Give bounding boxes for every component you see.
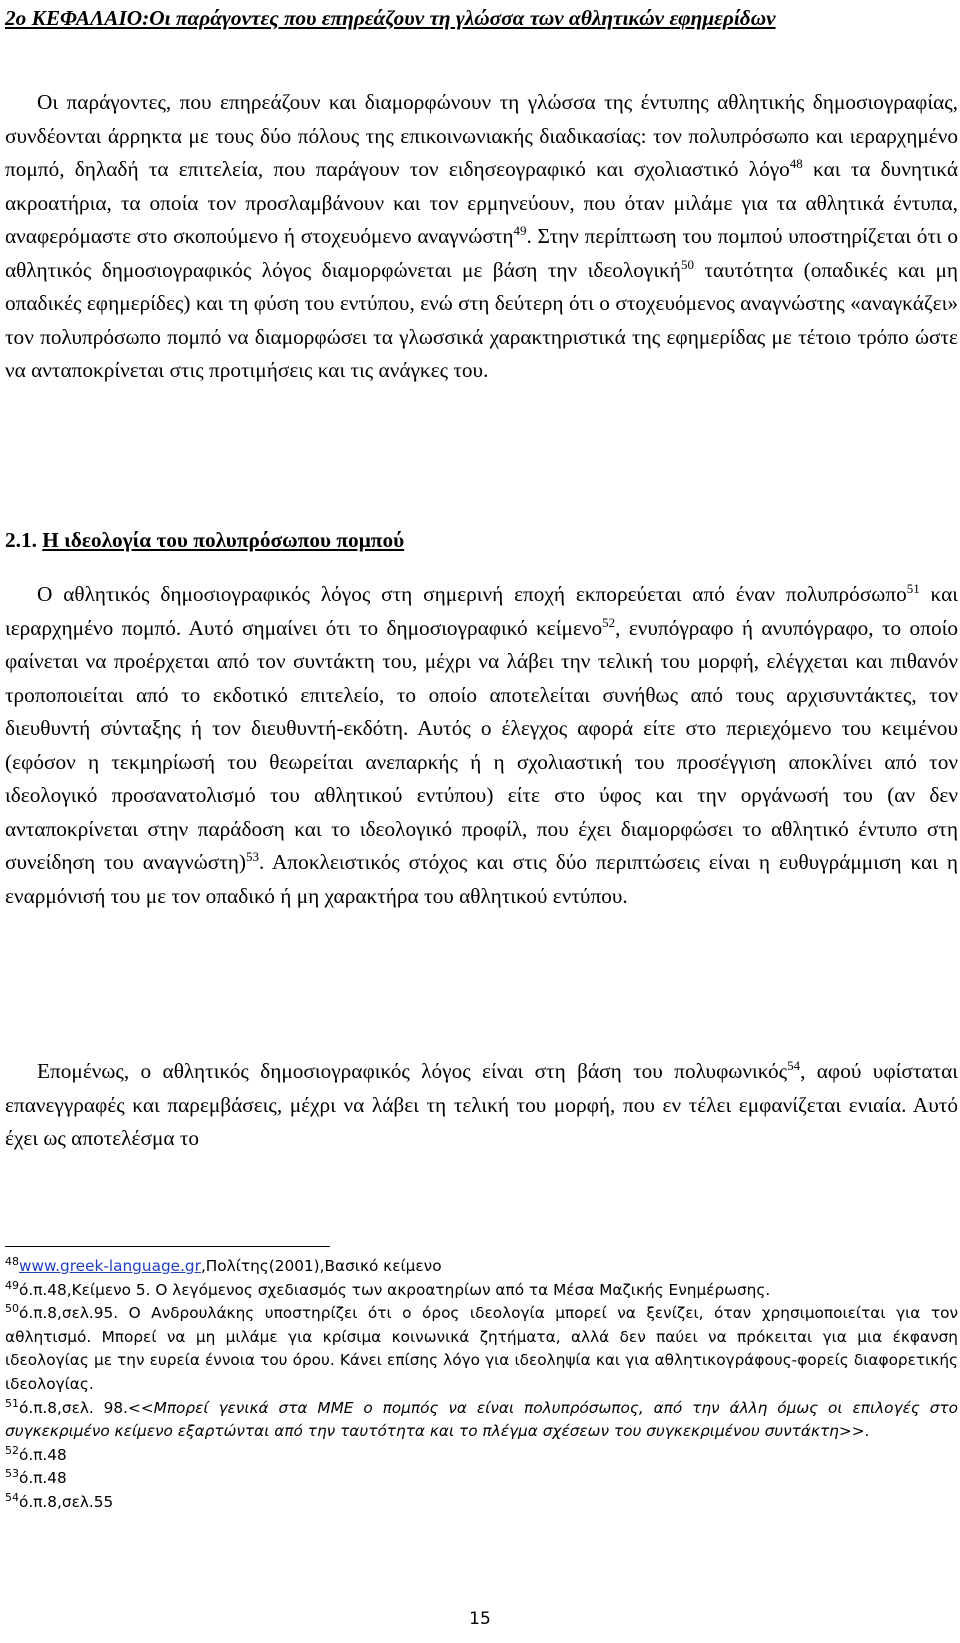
text-run: και τα δυνητικά ακροατήρια, τα οποία τον προσλαμβάνουν και τον ερμηνεύουν, που όταν μιλάμε για τα αθλητικά έντυπα, αναφερόμαστε στο σκοπούμενο ή στοχευόμενο αναγνώστη: [5, 157, 958, 248]
footnote-number: 49: [5, 1278, 19, 1292]
footnote-number: 51: [5, 1396, 19, 1410]
footnote-number: 52: [5, 1443, 19, 1457]
text-run: Οι παράγοντες, που επηρεάζουν και διαμορφώνουν τη γλώσσα της έντυπης αθλητικής δημοσιογραφίας, συνδέονται άρρηκτα με τους δύο πόλους της επικοινωνιακής διαδικασίας: τον πολυπρόσωπο και ιεραρχημένο πομπό, δηλαδή τα επιτελεία, που παράγουν τον ειδησεογραφικό και σχολιαστικό λόγο: [5, 90, 958, 181]
section-number: 2.1.: [5, 528, 37, 552]
footnote-ref-48[interactable]: 48: [789, 155, 803, 171]
text-run: . Αποκλειστικός στόχος και στις δύο περιπτώσεις είναι η ευθυγράμμιση και η εναρμόνισή του με τον οπαδικό ή μη χαρακτήρα του αθλητικού εντύπου.: [5, 850, 958, 908]
chapter-heading: 2ο ΚΕΦΑΛΑΙΟ:Οι παράγοντες που επηρεάζουν τη γλώσσα των αθλητικών εφημερίδων: [5, 6, 776, 30]
text-run: Ο αθλητικός δημοσιογραφικός λόγος στη σημερινή εποχή εκπορεύεται από έναν πολυπρόσωπο: [37, 582, 907, 606]
footnote-ref-50[interactable]: 50: [680, 256, 694, 272]
paragraph-3-text: [5, 1055, 958, 1156]
footnote-50: [5, 1302, 958, 1396]
footnote-separator: [5, 1246, 330, 1247]
footnote-link[interactable]: www.greek-language.gr: [19, 1257, 201, 1275]
text-run: ταυτότητα (οπαδικές και μη οπαδικές εφημερίδες) και τη φύση του εντύπου, ενώ στη δεύτερη ότι ο στοχευόμενος αναγνώστης «αναγκάζει» τον πολυπρόσωπο πομπό να διαμορφώσει τα γλωσσικά χαρακτηριστικά της εφημερίδας με τέτοιο τρόπο ώστε να ανταποκρίνεται στις προτιμήσεις και τις ανάγκες του.: [5, 257, 959, 382]
text-run: και ιεραρχημένο πομπό. Αυτό σημαίνει ότι το δημοσιογραφικό κείμενο: [5, 582, 958, 640]
footnote-number: 50: [5, 1302, 19, 1316]
footnote-text: ,Πολίτης(2001),Βασικό κείμενο: [200, 1257, 442, 1275]
paragraph-2: [5, 578, 958, 913]
footnote-text: ό.π.8,σελ.55: [19, 1492, 114, 1511]
text-run: . Στην περίπτωση του πομπού υποστηρίζεται ότι ο αθλητικός δημοσιογραφικός λόγος διαμορφώνεται με βάση την ιδεολογική: [5, 224, 959, 282]
text-run: , αφού υφίσταται επανεγγραφές και παρεμβάσεις, μέχρι να λάβει τη τελική του μορφή, που εν τέλει εμφανίζεται ενιαία. Αυτό έχει ως αποτελέσμα το: [5, 1059, 958, 1150]
section-heading: [5, 524, 958, 558]
footnote-ref-52[interactable]: 52: [602, 614, 616, 630]
footnote-49: [5, 1279, 958, 1303]
footnote-54: [5, 1491, 958, 1515]
footnote-text: ό.π.48: [19, 1445, 67, 1464]
footnote-52: [5, 1444, 958, 1468]
footnote-51: [5, 1397, 958, 1444]
section-heading-block: [5, 524, 958, 558]
paragraph-3: [5, 1055, 958, 1156]
paragraph-1: [5, 86, 958, 388]
paragraph-1-text: [5, 86, 958, 388]
section-title: Η ιδεολογία του πολυπρόσωπου πομπού: [42, 528, 405, 552]
page-number: 15: [469, 1609, 491, 1629]
footnote-text: ό.π.48: [19, 1469, 67, 1488]
footnote-number: 48: [5, 1254, 19, 1268]
footnotes: [5, 1255, 958, 1515]
footnote-53: [5, 1467, 958, 1491]
text-run: Επομένως, ο αθλητικός δημοσιογραφικός λόγος είναι στη βάση του πολυφωνικός: [37, 1059, 788, 1083]
footnote-text: ό.π.8,σελ. 98.<<: [19, 1398, 154, 1417]
footnote-ref-54[interactable]: 54: [787, 1057, 801, 1073]
footnote-number: 54: [5, 1490, 19, 1504]
paragraph-2-text: [5, 578, 958, 913]
footnote-number: 53: [5, 1467, 19, 1481]
chapter-heading-block: [5, 2, 958, 35]
footnote-ref-49[interactable]: 49: [513, 222, 527, 238]
footnote-text: ό.π.8,σελ.95. Ο Ανδρουλάκης υποστηρίζει ότι ο όρος ιδεολογία μπορεί να ξενίζει, όταν χρησιμοποιείται για τον αθλητισμό. Μπορεί να μη μιλάμε για κρίσιμα κοινωνικά ζητήματα, αλλά δεν παύει να πρόκειται για μια έκφανση ιδεολογίας με την ευρεία έννοια του όρου. Κάνει επίσης λόγο για ιδεοληψία και για αθλητικογράφους-φορείς διαφορετικής ιδεολογίας.: [5, 1304, 958, 1393]
footnote-ref-53[interactable]: 53: [245, 848, 259, 864]
footnote-text: ό.π.48,Κείμενο 5. Ο λεγόμενος σχεδιασμός των ακροατηρίων από τα Μέσα Μαζικής Ενημέρωσης.: [19, 1280, 771, 1299]
footnote-text-end: >>.: [838, 1422, 870, 1441]
footnote-48: [5, 1255, 958, 1279]
text-run: , ενυπόγραφο ή ανυπόγραφο, το οποίο φαίνεται να προέρχεται από τον συντάκτη του, μέχρι να λάβει την τελική του μορφή, ελέγχεται και πιθανόν τροποποιείται από το εκδοτικό επιτελείο, το οποίο αποτελείται συνήθως από τους αρχισυντάκτες, τον διευθυντή σύνταξης ή τον διευθυντή-εκδότη. Αυτός ο έλεγχος αφορά είτε στο περιεχόμενο του κειμένου (εφόσον η τεκμηρίωσή του θεωρείται ανεπαρκής ή η σχολιαστική του προσέγγιση αποκλίνει από τον ιδεολογικό προσανατολισμό του αθλητικού εντύπου) είτε στο ύφος και την οργάνωσή του (αν δεν ανταποκρίνεται στην παράδοση και το ιδεολογικό προφίλ, που έχει διαμορφώσει το αθλητικό έντυπο στη συνείδηση του αναγνώστη): [5, 615, 958, 874]
footnote-quote: Μπορεί γενικά στα ΜΜΕ ο πομπός να είναι πολυπρόσωπος, από την άλλη όμως οι επιλογές στο συγκεκριμένο κείμενο εξαρτώνται από την ταυτότητα και το πλέγμα σχέσεων του συγκεκριμένου συντάκτη: [5, 1398, 959, 1441]
footnote-ref-51[interactable]: 51: [906, 580, 920, 596]
